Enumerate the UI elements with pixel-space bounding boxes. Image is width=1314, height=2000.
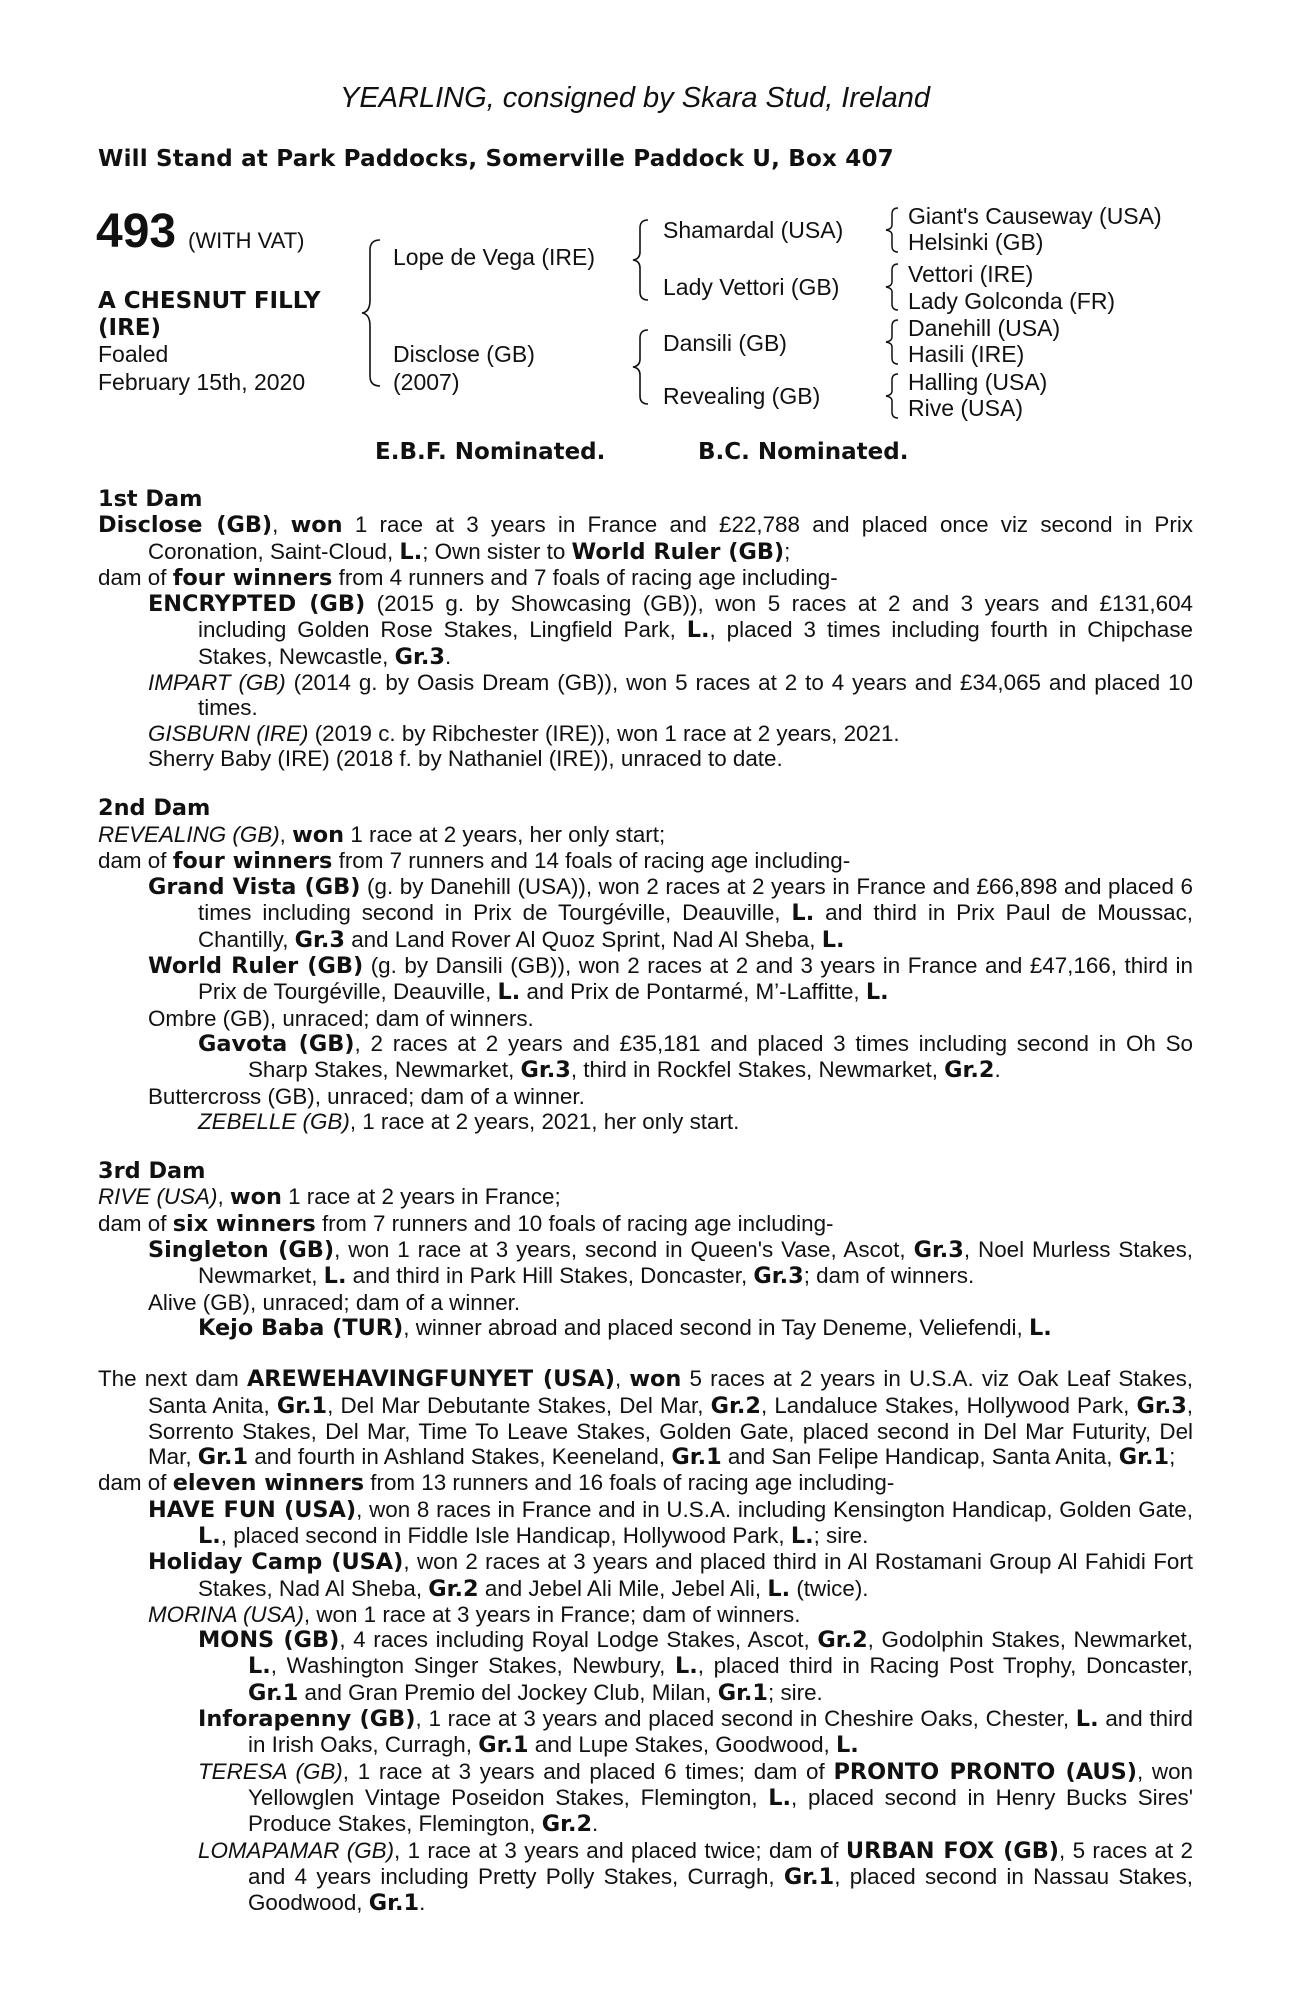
bold-text: Gr.1 [478, 1732, 529, 1759]
text-run: and Jebel Ali Mile, Jebel Ali, [478, 1575, 768, 1601]
bold-text: Gr.2 [817, 1627, 868, 1654]
bold-text: PRONTO PRONTO (AUS) [833, 1758, 1137, 1785]
offspring-text [148, 1006, 1193, 1031]
pedigree-dam: Disclose (GB) [393, 341, 535, 367]
pedigree-brace-ss [883, 206, 901, 254]
first-dam-produce-summary [98, 565, 1193, 591]
text-run: , won Yellowglen Vintage Poseidon Stakes, Flemington, [248, 1758, 1193, 1810]
text-run: ; sire. [813, 1522, 869, 1548]
offspring-entry [98, 1627, 1193, 1706]
lot-number: 493 [96, 205, 177, 258]
text-run: , Washington Singer Stakes, Newbury, [270, 1653, 675, 1679]
bold-text: L. [674, 1653, 698, 1680]
offspring-entry [98, 1237, 1193, 1290]
text-run: , placed third in Racing Post Trophy, Doncaster, [697, 1653, 1193, 1679]
offspring-text [198, 1838, 1193, 1917]
text-run: Buttercross (GB), unraced; dam of a winner. [148, 1083, 585, 1109]
bold-text: six winners [172, 1210, 316, 1237]
offspring-text [148, 1549, 1193, 1602]
bold-text: Gr.3 [913, 1237, 964, 1264]
text-run: from 7 runners and 14 foals of racing age including- [332, 847, 851, 873]
third-dam-produce-summary [98, 1211, 1193, 1237]
text-run: and third in Irish Oaks, Curragh, [248, 1706, 1193, 1758]
bold-text: L. [686, 617, 710, 644]
offspring-entry [98, 1315, 1193, 1341]
bold-text: L. [836, 1732, 859, 1759]
offspring-entry [98, 1084, 1193, 1109]
bold-text: L. [790, 1522, 814, 1549]
text-run: , [272, 512, 291, 538]
pedigree-sire-sire: Shamardal (USA) [663, 217, 844, 243]
offspring-text [148, 1237, 1193, 1290]
text-run: and Land Rover Al Quoz Sprint, Nad Al Sheba, [344, 926, 822, 952]
offspring-entry [98, 1549, 1193, 1602]
offspring-entry [98, 1706, 1193, 1759]
pedigree-brace-dam [630, 328, 652, 406]
text-run: 1 race at 3 years in France and £22,788 and placed once viz second in Prix Coronation, Saint-Cloud, [148, 512, 1193, 564]
text-run: , won 2 races at 3 years and placed third in Al Rostamani Group Al Fahidi Fort Stakes, Nad Al Sheba, [198, 1549, 1194, 1601]
bold-text: won [229, 1184, 282, 1211]
bold-text: HAVE FUN (USA) [148, 1496, 357, 1523]
italic-text: LOMAPAMAR (GB) [198, 1837, 395, 1863]
stand-location: Will Stand at Park Paddocks, Somerville Paddock U, Box 407 [98, 146, 894, 172]
bold-text: L. [198, 1522, 221, 1549]
text-run: Ombre (GB), unraced; dam of winners. [148, 1005, 534, 1031]
bold-text: MONS (GB) [198, 1627, 340, 1654]
pedigree-ddd: Rive (USA) [908, 395, 1024, 421]
pedigree-dss: Danehill (USA) [908, 315, 1061, 341]
text-run: , [279, 821, 293, 847]
text-run: , won 8 races in France and in U.S.A. including Kensington Handicap, Golden Gate, [356, 1496, 1193, 1522]
pedigree-dsd: Hasili (IRE) [908, 341, 1025, 367]
pedigree-dam-dam: Revealing (GB) [663, 383, 821, 409]
text-run: 1 race at 2 years in France; [281, 1184, 561, 1210]
bold-text: L. [791, 900, 815, 927]
bold-text: World Ruler (GB) [571, 538, 785, 565]
bold-text: L. [1028, 1314, 1052, 1341]
text-run: ; sire. [768, 1679, 823, 1705]
text-run: and Prix de Pontarmé, M’-Laffitte, [520, 979, 866, 1005]
bold-text: L. [865, 979, 889, 1006]
bold-text: Gr.3 [753, 1263, 804, 1290]
bold-text: Gr.1 [671, 1444, 722, 1471]
offspring-entry [98, 1031, 1193, 1084]
bold-text: Gr.1 [717, 1679, 769, 1706]
bold-text: AREWEHAVINGFUNYET (USA) [246, 1366, 615, 1393]
offspring-text [198, 1706, 1193, 1759]
ebf-nomination: E.B.F. Nominated. [375, 439, 606, 465]
offspring-text [198, 1031, 1193, 1084]
text-run: from 7 runners and 10 foals of racing age including- [315, 1210, 834, 1236]
bold-text: Singleton (GB) [148, 1237, 335, 1264]
bold-text: Gr.3 [520, 1057, 571, 1084]
first-dam-heading: 1st Dam [98, 486, 203, 512]
pedigree-dds: Halling (USA) [908, 369, 1048, 395]
pedigree-brace-sd [883, 262, 901, 312]
offspring-text [148, 874, 1193, 953]
offspring-text [198, 1627, 1193, 1706]
offspring-entry [98, 1109, 1193, 1134]
text-run: (2014 g. by Oasis Dream (GB)), won 5 races at 2 to 4 years and £34,065 and placed 10 times. [198, 670, 1193, 721]
pedigree-sire-dam: Lady Vettori (GB) [663, 274, 840, 300]
bold-text: Disclose (GB) [98, 512, 273, 539]
bold-text: Gr.1 [248, 1679, 299, 1706]
text-run: , 1 race at 3 years and placed 6 times; dam of [342, 1758, 834, 1784]
text-run: ; dam of winners. [803, 1263, 975, 1289]
text-run: . [994, 1057, 1001, 1083]
text-run: from 13 runners and 16 foals of racing age including- [364, 1470, 895, 1496]
offspring-entry [98, 1290, 1193, 1315]
text-run: , [614, 1366, 630, 1392]
bold-text: four winners [172, 847, 333, 874]
text-run: dam of [98, 1210, 173, 1236]
offspring-entry [98, 1497, 1193, 1550]
offspring-entry [148, 721, 1193, 746]
pedigree-sdd: Lady Golconda (FR) [908, 288, 1116, 314]
text-run: ; [784, 538, 791, 564]
third-dam-heading: 3rd Dam [98, 1158, 206, 1185]
bold-text: Gr.1 [368, 1890, 420, 1917]
italic-text: RIVE (USA) [98, 1184, 218, 1210]
pedigree-dam-sire: Dansili (GB) [663, 330, 787, 356]
text-run: , placed second in Nassau Stakes, Goodwood, [248, 1863, 1193, 1916]
second-dam-record [98, 822, 1193, 848]
text-run: and Lupe Stakes, Goodwood, [528, 1732, 836, 1758]
italic-text: MORINA (USA) [148, 1601, 304, 1627]
text-run: , Godolphin Stakes, Newmarket, [867, 1627, 1193, 1653]
bold-text: Grand Vista (GB) [148, 874, 361, 901]
bold-text: Gavota (GB) [198, 1030, 355, 1057]
offspring-text [148, 1084, 1193, 1109]
bold-text: Kejo Baba (TUR) [198, 1314, 404, 1341]
text-run: , 5 races at 2 and 4 years including Pretty Polly Stakes, Curragh, [248, 1837, 1193, 1889]
bold-text: L. [399, 538, 423, 565]
foaled-date: February 15th, 2020 [98, 369, 306, 395]
catalogue-body [98, 487, 1193, 1916]
offspring-entry [98, 1602, 1193, 1627]
pedigree-ssd: Helsinki (GB) [908, 229, 1044, 255]
pedigree-brace-dd [883, 372, 901, 420]
bold-text: Gr.1 [197, 1444, 249, 1471]
bold-text: L. [821, 926, 845, 953]
bold-text: Inforapenny (GB) [198, 1706, 416, 1733]
text-run: Alive (GB), unraced; dam of a winner. [148, 1289, 521, 1315]
bold-text: Holiday Camp (USA) [148, 1549, 404, 1576]
pedigree-brace-main [360, 238, 384, 388]
bold-text: won [292, 821, 345, 848]
offspring-entry [98, 953, 1193, 1006]
offspring-text [148, 1290, 1193, 1315]
text-run: , won 1 race at 3 years in France; dam of winners. [303, 1601, 801, 1627]
offspring-entry [148, 591, 1193, 670]
bold-text: L. [767, 1575, 791, 1602]
bold-text: L. [248, 1653, 271, 1680]
text-run: , placed second in Fiddle Isle Handicap, Hollywood Park, [220, 1522, 791, 1548]
next-dam-record [98, 1366, 1193, 1470]
text-run: dam of [98, 564, 173, 590]
italic-text: IMPART (GB) [148, 670, 286, 696]
text-run: and fourth in Ashland Stakes, Keeneland, [248, 1444, 672, 1470]
text-run: and third in Park Hill Stakes, Doncaster, [346, 1263, 754, 1289]
bold-text: Gr.2 [541, 1811, 593, 1838]
pedigree-brace-ds [883, 318, 901, 366]
italic-text: REVEALING (GB) [98, 821, 280, 847]
text-run: , third in Rockfel Stakes, Newmarket, [570, 1057, 945, 1083]
italic-text: TERESA (GB) [198, 1758, 343, 1784]
bold-text: Gr.1 [1118, 1444, 1170, 1471]
text-run: , 1 race at 2 years, 2021, her only start. [349, 1108, 740, 1134]
offspring-entry [98, 874, 1193, 953]
text-run: , placed 3 times including fourth in Chipchase Stakes, Newcastle, [198, 617, 1193, 669]
text-run: Sherry Baby (IRE) (2018 f. by Nathaniel (IRE)), unraced to date. [148, 745, 783, 771]
offspring-text [148, 1602, 1193, 1627]
pedigree-sire: Lope de Vega (IRE) [393, 244, 596, 270]
offspring-text [198, 1109, 1193, 1134]
bold-text: World Ruler (GB) [148, 953, 364, 980]
text-run: and San Felipe Handicap, Santa Anita, [721, 1444, 1119, 1470]
text-run: (twice). [790, 1575, 869, 1601]
offspring-entry [98, 1759, 1193, 1838]
bc-nomination: B.C. Nominated. [698, 439, 909, 465]
bold-text: won [629, 1366, 682, 1393]
second-dam-produce-summary [98, 848, 1193, 874]
bold-text: Gr.3 [394, 643, 445, 670]
bold-text: Gr.2 [944, 1057, 995, 1084]
bold-text: Gr.2 [428, 1575, 479, 1602]
text-run: , placed second in Henry Bucks Sires' Produce Stakes, Flemington, [248, 1784, 1193, 1837]
first-dam-record [98, 512, 1193, 565]
text-run: , Noel Murless Stakes, Newmarket, [198, 1237, 1193, 1289]
text-run: (2015 g. by Showcasing (GB)), won 5 races at 2 and 3 years and £131,604 including Golden Rose Stakes, Lingfield Park, [198, 591, 1193, 643]
page-subtitle: YEARLING, consigned by Skara Stud, Ireland [340, 82, 930, 114]
text-run: and Gran Premio del Jockey Club, Milan, [298, 1679, 718, 1705]
text-run: ; [1169, 1444, 1176, 1470]
offspring-text [148, 953, 1193, 1006]
text-run: The next dam [98, 1366, 247, 1392]
text-run: (2019 c. by Ribchester (IRE)), won 1 race at 2 years, 2021. [308, 720, 900, 746]
text-run: , won 1 race at 3 years, second in Queen's Vase, Ascot, [334, 1237, 914, 1263]
bold-text: URBAN FOX (GB) [845, 1837, 1060, 1864]
offspring-text [148, 1497, 1193, 1550]
bold-text: Gr.3 [1136, 1392, 1187, 1419]
pedigree-sds: Vettori (IRE) [908, 261, 1034, 287]
text-run: and third in Prix Paul de Moussac, Chantilly, [198, 900, 1194, 952]
offspring-entry [148, 746, 1193, 771]
second-dam-offspring [98, 874, 1193, 1134]
text-run: (g. by Dansili (GB)), won 2 races at 2 and 3 years in France and £47,166, third in Prix de Tourgéville, Deauville, [198, 953, 1193, 1005]
text-run: 1 race at 2 years, her only start; [344, 821, 666, 847]
second-dam-heading: 2nd Dam [98, 795, 211, 822]
offspring-text [198, 1315, 1193, 1341]
vat-label: (WITH VAT) [188, 228, 305, 253]
text-run: , [217, 1184, 230, 1210]
text-run: , 4 races including Royal Lodge Stakes, Ascot, [339, 1627, 818, 1653]
next-dam-produce-summary [98, 1470, 1193, 1496]
horse-description: A CHESNUT FILLY [98, 288, 321, 314]
text-run: , 2 races at 2 years and £35,181 and placed 3 times including second in Oh So Sharp Stakes, Newmarket, [248, 1030, 1193, 1083]
text-run: , 1 race at 3 years and placed second in Cheshire Oaks, Chester, [415, 1706, 1076, 1732]
third-dam-record [98, 1184, 1193, 1210]
offspring-text [198, 1759, 1193, 1838]
bold-text: L. [497, 979, 521, 1006]
bold-text: Gr.2 [710, 1392, 761, 1419]
bold-text: won [290, 512, 343, 539]
text-run: , Landaluce Stakes, Hollywood Park, [760, 1392, 1137, 1418]
pedigree-sss: Giant's Causeway (USA) [908, 203, 1162, 229]
text-run: 5 races at 2 years in U.S.A. viz Oak Leaf Stakes, Santa Anita, [148, 1366, 1193, 1418]
first-dam-offspring [98, 591, 1193, 771]
text-run: , Sorrento Stakes, Del Mar, Time To Leave Stakes, Golden Gate, placed second in Del Mar Futurity, Del Mar, [148, 1392, 1194, 1470]
text-run: , Del Mar Debutante Stakes, Del Mar, [327, 1392, 711, 1418]
text-run: from 4 runners and 7 foals of racing age including- [332, 564, 838, 590]
offspring-entry [98, 1838, 1193, 1917]
text-run: . [444, 643, 452, 669]
bold-text: ENCRYPTED (GB) [148, 591, 366, 618]
pedigree-brace-sire [630, 218, 652, 302]
offspring-entry [98, 1006, 1193, 1031]
text-run: ; Own sister to [422, 538, 572, 564]
bold-text: L. [768, 1784, 792, 1811]
bold-text: eleven winners [172, 1470, 365, 1497]
text-run: , 1 race at 3 years and placed twice; dam of [394, 1837, 846, 1863]
next-dam-offspring [98, 1497, 1193, 1917]
bold-text: L. [1075, 1706, 1099, 1733]
bold-text: four winners [172, 564, 333, 591]
pedigree-dam-year: (2007) [393, 369, 460, 395]
text-run: . [419, 1890, 426, 1916]
offspring-entry [148, 670, 1193, 721]
bold-text: Gr.1 [783, 1863, 835, 1890]
italic-text: ZEBELLE (GB) [198, 1108, 350, 1134]
italic-text: GISBURN (IRE) [148, 720, 309, 746]
text-run: (g. by Danehill (USA)), won 2 races at 2 years in France and £66,898 and placed 6 times including second in Prix de Tourgéville, Deauville, [198, 874, 1193, 926]
bold-text: L. [323, 1263, 347, 1290]
third-dam-offspring [98, 1237, 1193, 1341]
horse-origin: (IRE) [98, 315, 162, 341]
text-run: , winner abroad and placed second in Tay Deneme, Veliefendi, [403, 1314, 1029, 1340]
text-run: . [592, 1811, 599, 1837]
text-run: dam of [98, 1470, 173, 1496]
bold-text: Gr.3 [294, 926, 345, 953]
bold-text: Gr.1 [276, 1392, 328, 1419]
foaled-label: Foaled [98, 341, 169, 367]
text-run: dam of [98, 847, 173, 873]
